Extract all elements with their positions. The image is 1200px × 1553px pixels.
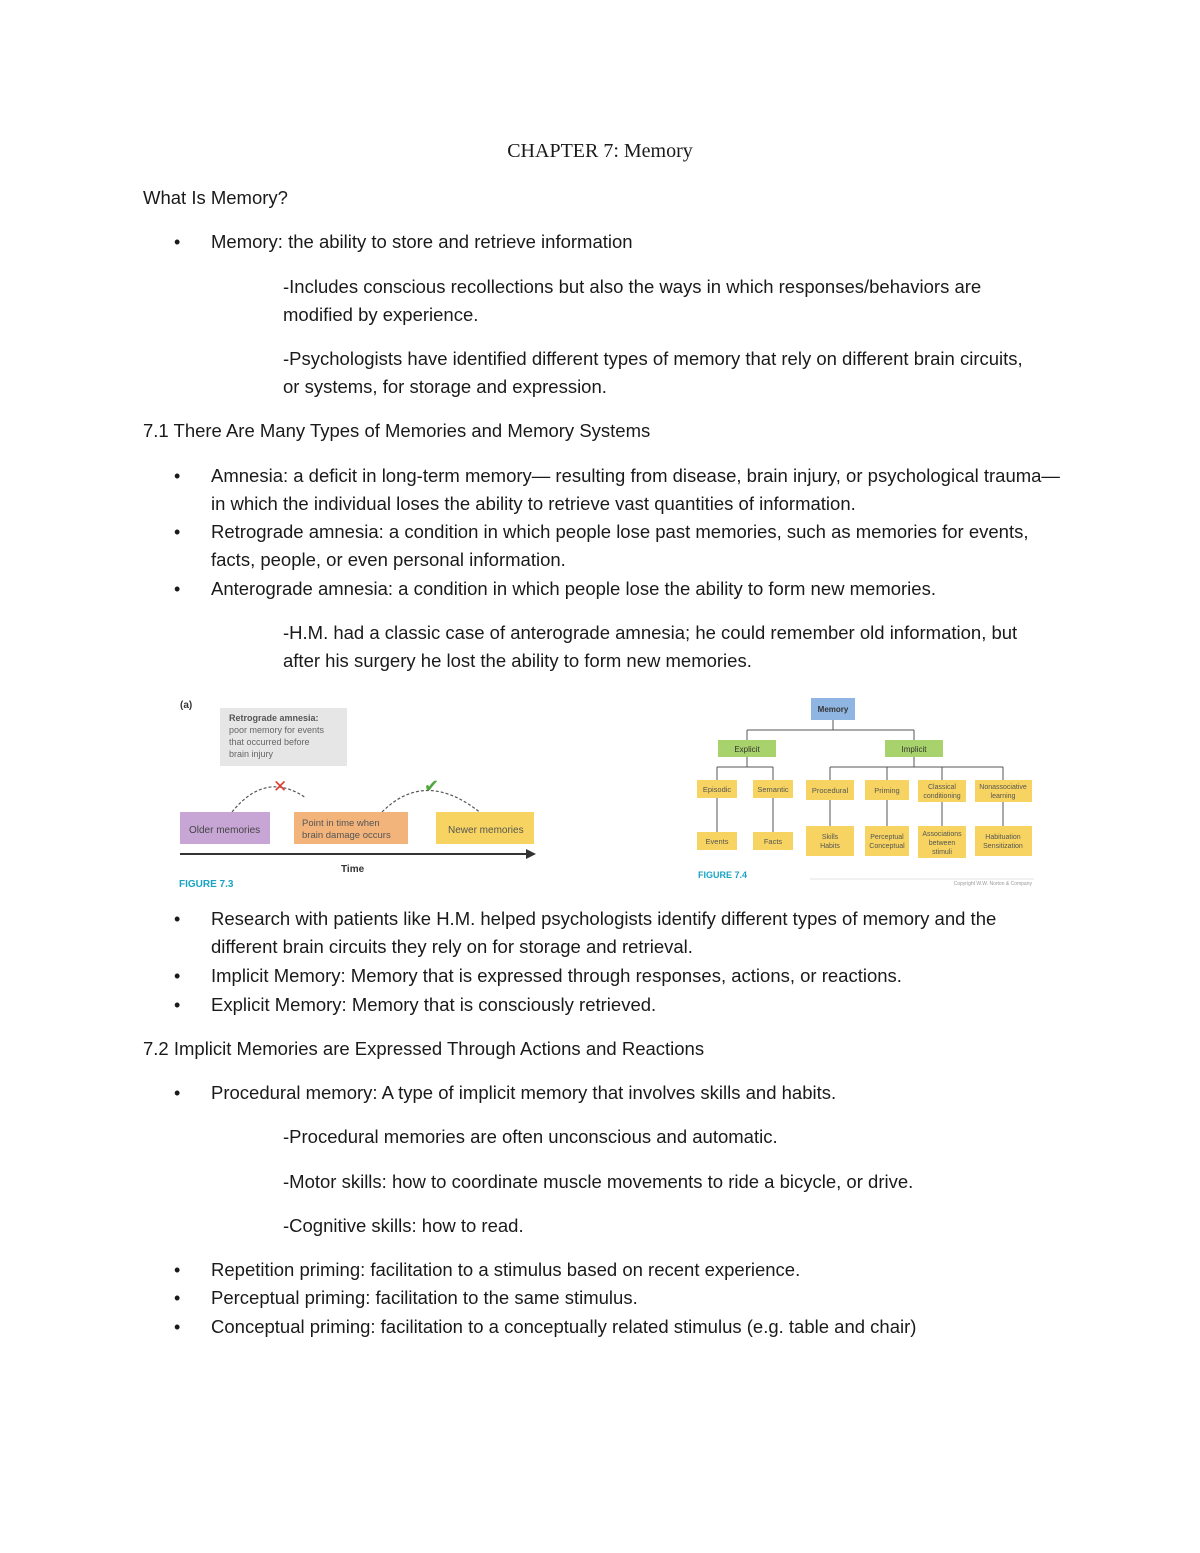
older-memories-label: Older memories (189, 825, 261, 836)
node-label: Sensitization (983, 843, 1023, 850)
node-label: Perceptual (870, 834, 904, 841)
node-label: Semantic (757, 785, 789, 794)
node-label: Skills (821, 834, 839, 841)
sub-item: -H.M. had a classic case of anterograde amnesia; he could remember old information, but after his surgery he lost the ability to form new memories. (283, 622, 1018, 671)
sub-item: -Procedural memories are often unconscious and automatic. (283, 1126, 778, 1147)
retrograde-callout-line: poor memory for events (229, 725, 325, 735)
node-label: Habits (820, 843, 840, 850)
figure-7-3 (176, 694, 546, 894)
x-mark-icon: ✕ (273, 777, 288, 796)
newer-memories-label: Newer memories (448, 825, 524, 836)
heading-what-is-memory: What Is Memory? (143, 187, 288, 208)
list-item: • Retrograde amnesia: a condition in which people lose past memories, such as memories for events, facts, people, or even personal information. (211, 518, 1061, 574)
list-item: • Implicit Memory: Memory that is expressed through responses, actions, or reactions. (211, 962, 1061, 990)
node-perceptual-conceptual (865, 826, 909, 856)
figure-caption: FIGURE 7.3 (179, 879, 234, 890)
retrograde-callout-line: Retrograde amnesia: (229, 713, 319, 723)
node-label: Priming (874, 786, 900, 795)
node-label: Classical (927, 784, 957, 791)
dashed-arrow (232, 787, 306, 812)
list-item: • Repetition priming: facilitation to a stimulus based on recent experience. (211, 1256, 1061, 1284)
list-item: • Conceptual priming: facilitation to a conceptually related stimulus (e.g. table and chair) (211, 1313, 1061, 1341)
retrograde-callout-line: brain injury (229, 749, 274, 759)
node-label: conditioning (923, 793, 961, 800)
list-item: • Research with patients like H.M. helped psychologists identify different types of memory and the different brain circuits they rely on for storage and retrieval. (211, 905, 1061, 961)
retrograde-callout-line: that occurred before (229, 737, 310, 747)
list-item: • Procedural memory: A type of implicit memory that involves skills and habits. (211, 1079, 1061, 1107)
sub-item: -Includes conscious recollections but also the ways in which responses/behaviors are modified by experience. (283, 276, 982, 325)
list-item: • Anterograde amnesia: a condition in which people lose the ability to form new memories. (211, 575, 1061, 603)
sub-item: -Cognitive skills: how to read. (283, 1215, 524, 1236)
time-axis-arrowhead (526, 849, 536, 859)
node-label: Memory (817, 705, 849, 714)
figure-7-4 (692, 694, 1037, 888)
list-item: • Amnesia: a deficit in long-term memory— resulting from disease, brain injury, or psychological trauma—in which the individual loses the ability to retrieve vast quantities of information. (211, 462, 1061, 518)
node-label: Conceptual (869, 843, 905, 850)
sub-item: -Psychologists have identified different types of memory that rely on different brain circuits, or systems, for storage and expression. (283, 348, 1023, 397)
node-label: between (928, 840, 956, 847)
list-item: • Explicit Memory: Memory that is consciously retrieved. (211, 991, 1061, 1019)
page-title: CHAPTER 7: Memory (507, 140, 693, 162)
brain-damage-label: brain damage occurs (302, 830, 391, 841)
node-label: Associations (922, 831, 962, 838)
node-label: Nonassociative (979, 784, 1027, 791)
list-item: • Perceptual priming: facilitation to the same stimulus. (211, 1284, 1061, 1312)
heading-section-7-1: 7.1 There Are Many Types of Memories and Memory Systems (143, 420, 651, 441)
sub-item: -Motor skills: how to coordinate muscle movements to ride a bicycle, or drive. (283, 1171, 914, 1192)
node-label: stimuli (932, 849, 952, 856)
node-label: Habituation (985, 834, 1021, 841)
node-label: Events (705, 837, 729, 846)
node-label: Facts (763, 837, 783, 846)
list-item: • Memory: the ability to store and retrieve information (211, 228, 1061, 256)
time-axis-label: Time (341, 864, 365, 875)
node-label: Implicit (901, 745, 927, 754)
figure-credit: Copyright W.W. Norton & Company (953, 881, 1032, 887)
figure-caption: FIGURE 7.4 (698, 870, 748, 880)
node-label: Explicit (734, 745, 760, 754)
tree-connectors (717, 720, 1003, 832)
node-habituation-sensitization (975, 826, 1032, 856)
check-mark-icon: ✔ (424, 776, 440, 796)
node-skills-habits (806, 826, 854, 856)
figure-panel-label: (a) (180, 700, 193, 711)
node-label: Episodic (702, 785, 732, 794)
brain-damage-label: Point in time when (302, 818, 380, 829)
node-label: learning (990, 793, 1016, 800)
heading-section-7-2: 7.2 Implicit Memories are Expressed Through Actions and Reactions (143, 1038, 705, 1059)
node-label: Procedural (811, 786, 849, 795)
